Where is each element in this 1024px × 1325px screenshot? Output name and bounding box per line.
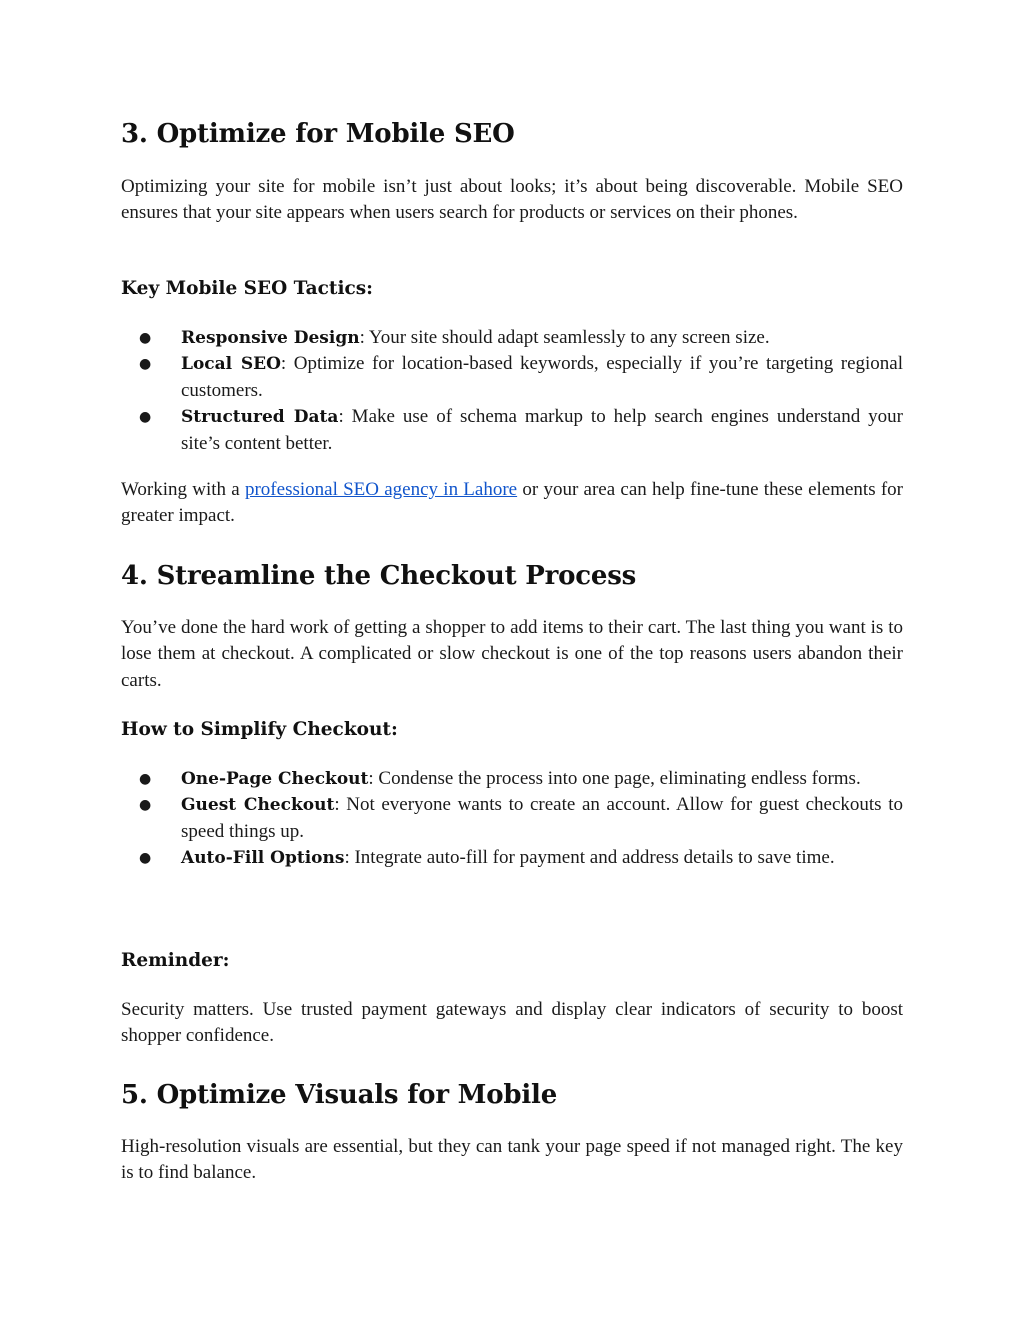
list-item-text: : Not everyone wants to create an account. Allow for guest checkouts to speed things up.: [181, 794, 903, 842]
list-item-term: Structured Data: [181, 407, 339, 428]
section-intro-visuals: High-resolution visuals are essential, but they can tank your page speed if not managed right. The key is to find balance.: [121, 1136, 903, 1184]
section-heading-checkout: 4. Streamline the Checkout Process: [121, 561, 637, 591]
mobile-seo-tactics-list: [121, 325, 903, 457]
bullet-icon: ●: [139, 330, 152, 346]
closing-text-before: Working with a: [121, 479, 245, 500]
checkout-tips-list: [121, 766, 903, 872]
bullet-icon: ●: [139, 409, 152, 426]
bullet-icon: ●: [139, 356, 152, 373]
bullet-icon: ●: [139, 797, 152, 814]
list-item-term: Local SEO: [181, 354, 281, 375]
section-intro-mobile-seo: Optimizing your site for mobile isn’t just about looks; it’s about being discoverable. Mobile SEO ensures that your site appears when users search for products or services on their phones.: [121, 176, 903, 224]
bullet-icon: ●: [139, 850, 152, 867]
list-item-text: : Make use of schema markup to help search engines understand your site’s content better.: [181, 406, 903, 454]
list-item: [121, 766, 903, 792]
list-item-term: Auto-Fill Options: [181, 848, 345, 869]
list-item-text: : Condense the process into one page, eliminating endless forms.: [368, 768, 861, 789]
list-item-term: Responsive Design: [181, 328, 360, 348]
list-item-text: : Integrate auto-fill for payment and address details to save time.: [344, 847, 835, 869]
list-item-term: Guest Checkout: [181, 795, 335, 816]
closing-paragraph-seo-agency: [121, 477, 903, 530]
seo-agency-link[interactable]: professional SEO agency in Lahore: [244, 479, 518, 500]
list-item: [121, 325, 903, 351]
subheading-simplify-checkout: How to Simplify Checkout:: [121, 719, 398, 740]
list-item: [121, 404, 903, 457]
section-intro-checkout: You’ve done the hard work of getting a shopper to add items to their cart. The last thing you want is to lose them at checkout. A complicated or slow checkout is one of the top reasons users abandon their carts.: [121, 617, 903, 691]
subheading-key-mobile-seo-tactics: Key Mobile SEO Tactics:: [121, 278, 373, 299]
list-item-text: : Optimize for location-based keywords, especially if you’re targeting regional customers.: [181, 353, 903, 401]
list-item: [121, 845, 903, 871]
list-item: [121, 792, 903, 845]
list-item-term: One-Page Checkout: [181, 769, 369, 789]
list-item: [121, 351, 903, 404]
section-heading-mobile-seo: 3. Optimize for Mobile SEO: [121, 119, 515, 149]
subheading-reminder: Reminder:: [121, 950, 230, 971]
reminder-paragraph: Security matters. Use trusted payment gateways and display clear indicators of security to boost shopper confidence.: [121, 999, 903, 1047]
list-item-text: : Your site should adapt seamlessly to any screen size.: [359, 327, 770, 348]
section-heading-visuals: 5. Optimize Visuals for Mobile: [121, 1080, 558, 1110]
closing-text-after: or your area can help fine-tune these elements for greater impact.: [121, 479, 904, 527]
bullet-icon: ●: [139, 771, 152, 787]
